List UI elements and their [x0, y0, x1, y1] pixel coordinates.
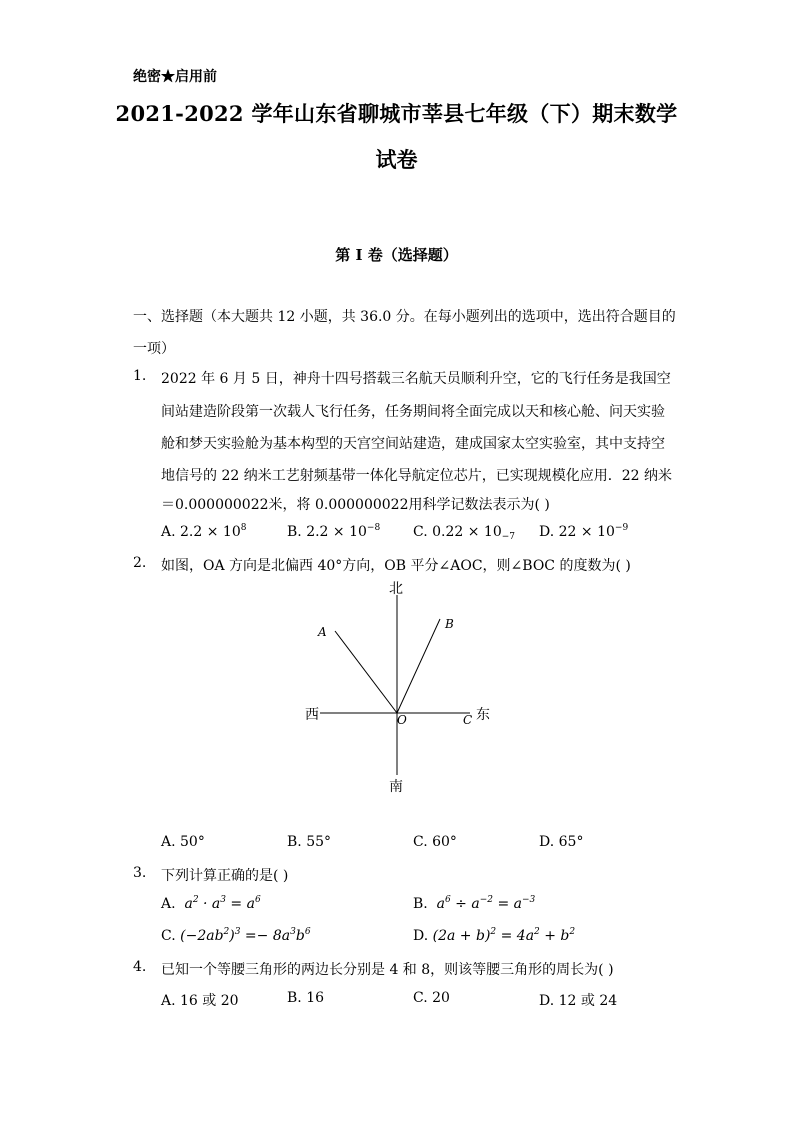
- question-4-number: 4.: [133, 959, 147, 975]
- question-1-line: 舱和梦天实验舱为基本构型的天宫空间站建造，建成国家太空实验室，其中支持空: [161, 436, 665, 452]
- label-east: 东: [476, 707, 490, 723]
- section-instructions-line1: 一、选择题（本大题共 12 小题，共 36.0 分。在每小题列出的选项中，选出符合题目的: [133, 309, 676, 325]
- label-point-b: B: [445, 617, 454, 631]
- label-west: 西: [305, 707, 319, 723]
- part-heading: 第 I 卷（选择题）: [335, 246, 458, 264]
- question-4-option-a[interactable]: A. 16 或 20: [161, 993, 239, 1009]
- question-2-option-a[interactable]: A. 50°: [161, 834, 205, 850]
- question-2-option-b[interactable]: B. 55°: [287, 834, 332, 850]
- label-point-o: O: [397, 713, 407, 727]
- ray-ob: [397, 619, 440, 713]
- question-4-option-c[interactable]: C. 20: [413, 990, 450, 1006]
- question-2-option-d[interactable]: D. 65°: [539, 834, 584, 850]
- formula-d: $(2a + b)^2 = 4a^2 + b^2$: [432, 927, 576, 944]
- ray-oa: [335, 631, 397, 713]
- confidential-mark: 绝密★启用前: [133, 69, 217, 85]
- label-point-a: A: [318, 625, 327, 639]
- question-3-number: 3.: [133, 865, 147, 881]
- question-1-line: 间站建造阶段第一次载人飞行任务，任务期间将全面完成以天和核心舱、问天实验: [161, 404, 665, 420]
- question-4-text: 已知一个等腰三角形的两边长分别是 4 和 8，则该等腰三角形的周长为( ): [161, 962, 614, 978]
- exam-title-line2: 试卷: [375, 147, 418, 172]
- question-1-option-c[interactable]: C. $0.22 \times 10_{-7}$: [413, 524, 516, 542]
- formula-a: $a^2 \cdot a^3 = a^6$: [180, 895, 261, 912]
- compass-angle-diagram: [290, 575, 510, 805]
- question-2-option-c[interactable]: C. 60°: [413, 834, 457, 850]
- label-point-c: C: [463, 713, 473, 727]
- formula-b: $a^6 \div a^{-2} = a^{-3}$: [432, 895, 536, 912]
- question-4-option-d[interactable]: D. 12 或 24: [539, 993, 618, 1009]
- question-1-option-a[interactable]: A. $2.2 \times 10^8$: [161, 523, 247, 540]
- question-1-line: ＝0.000000022米，将 0.000000022用科学记数法表示为( ): [161, 497, 550, 513]
- question-2-number: 2.: [133, 555, 147, 571]
- exam-title-line1: 2021-2022 学年山东省聊城市莘县七年级（下）期末数学: [115, 101, 678, 126]
- question-4-option-b[interactable]: B. 16: [287, 990, 325, 1006]
- question-2-text: 如图，OA 方向是北偏西 40°方向，OB 平分∠AOC，则∠BOC 的度数为( ): [161, 558, 631, 574]
- question-3-option-b[interactable]: B. $a^6 \div a^{-2} = a^{-3}$: [413, 895, 536, 912]
- label-north: 北: [389, 581, 403, 597]
- question-3-option-c[interactable]: C. $(-2ab^2)^3 =- 8a^3b^6$: [161, 927, 311, 944]
- label-south: 南: [389, 779, 403, 795]
- question-3-option-d[interactable]: D. $(2a + b)^2 = 4a^2 + b^2$: [413, 927, 576, 944]
- question-3-option-a[interactable]: A. $a^2 \cdot a^3 = a^6$: [161, 895, 261, 912]
- section-instructions-line2: 一项）: [133, 341, 175, 357]
- question-1-number: 1.: [133, 368, 147, 384]
- formula-c: $(-2ab^2)^3 =- 8a^3b^6$: [180, 927, 311, 944]
- question-1-line: 2022 年 6 月 5 日，神舟十四号搭载三名航天员顺利升空，它的飞行任务是我国空: [161, 371, 671, 387]
- question-1-line: 地信号的 22 纳米工艺射频基带一体化导航定位芯片，已实现规模化应用．22 纳米: [161, 468, 672, 484]
- question-3-text: 下列计算正确的是( ): [161, 868, 289, 884]
- question-1-option-b[interactable]: B. $2.2 \times 10^{-8}$: [287, 523, 381, 540]
- question-1-option-d[interactable]: D. $22 \times 10^{-9}$: [539, 523, 629, 540]
